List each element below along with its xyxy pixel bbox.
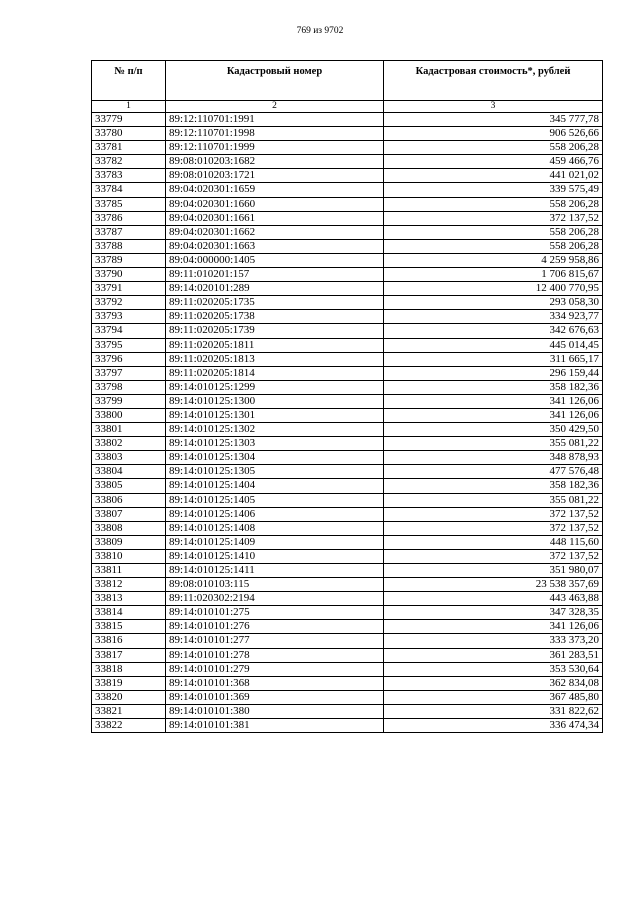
cadastral-number-cell: 89:08:010203:1721 (166, 169, 384, 183)
row-number-cell: 33805 (92, 479, 166, 493)
cadastral-value-cell: 558 206,28 (384, 225, 603, 239)
table-row (92, 578, 603, 592)
cadastral-value-cell: 372 137,52 (384, 549, 603, 563)
table-row (92, 423, 603, 437)
table-row (92, 197, 603, 211)
cadastral-number-cell: 89:14:010125:1411 (166, 564, 384, 578)
table-row (92, 507, 603, 521)
cadastral-number-cell: 89:14:010125:1302 (166, 423, 384, 437)
row-number-cell: 33812 (92, 578, 166, 592)
table-row (92, 113, 603, 127)
table-row (92, 296, 603, 310)
table-row (92, 493, 603, 507)
table-row (92, 662, 603, 676)
table-row (92, 268, 603, 282)
row-number-cell: 33780 (92, 127, 166, 141)
cadastral-number-cell: 89:14:010101:277 (166, 634, 384, 648)
cadastral-number-cell: 89:11:020205:1738 (166, 310, 384, 324)
table-row (92, 634, 603, 648)
table-row (92, 465, 603, 479)
row-number-cell: 33791 (92, 282, 166, 296)
cadastral-value-cell: 12 400 770,95 (384, 282, 603, 296)
cadastral-value-cell: 355 081,22 (384, 493, 603, 507)
row-number-cell: 33822 (92, 719, 166, 733)
cadastral-number-cell: 89:14:010125:1301 (166, 408, 384, 422)
cadastral-number-cell: 89:14:010125:1305 (166, 465, 384, 479)
row-number-cell: 33782 (92, 155, 166, 169)
cadastral-value-cell: 347 328,35 (384, 606, 603, 620)
cadastral-number-cell: 89:12:110701:1999 (166, 141, 384, 155)
row-number-cell: 33821 (92, 704, 166, 718)
table-row (92, 380, 603, 394)
cadastral-value-cell: 358 182,36 (384, 479, 603, 493)
row-number-cell: 33809 (92, 535, 166, 549)
row-number-cell: 33799 (92, 394, 166, 408)
cadastral-value-cell: 341 126,06 (384, 394, 603, 408)
row-number-cell: 33810 (92, 549, 166, 563)
table-row (92, 606, 603, 620)
cadastral-number-cell: 89:11:020302:2194 (166, 592, 384, 606)
header-row-number: № п/п (92, 61, 166, 101)
table-row (92, 648, 603, 662)
row-number-cell: 33792 (92, 296, 166, 310)
cadastral-number-cell: 89:11:020205:1739 (166, 324, 384, 338)
cadastral-value-cell: 296 159,44 (384, 366, 603, 380)
table-row (92, 282, 603, 296)
cadastral-number-cell: 89:04:020301:1663 (166, 239, 384, 253)
cadastral-value-cell: 361 283,51 (384, 648, 603, 662)
cadastral-value-cell: 367 485,80 (384, 690, 603, 704)
table-row (92, 408, 603, 422)
column-number: 2 (166, 101, 384, 113)
cadastral-number-cell: 89:14:010101:368 (166, 676, 384, 690)
row-number-cell: 33796 (92, 352, 166, 366)
table-row (92, 310, 603, 324)
table-row (92, 549, 603, 563)
header-cadastral-number: Кадастровый номер (166, 61, 384, 101)
cadastral-number-cell: 89:14:010125:1408 (166, 521, 384, 535)
table-row (92, 592, 603, 606)
table-row (92, 352, 603, 366)
row-number-cell: 33807 (92, 507, 166, 521)
page-counter: 769 из 9702 (296, 26, 344, 36)
cadastral-value-cell: 906 526,66 (384, 127, 603, 141)
cadastral-number-cell: 89:04:020301:1660 (166, 197, 384, 211)
row-number-cell: 33808 (92, 521, 166, 535)
row-number-cell: 33818 (92, 662, 166, 676)
table-row (92, 127, 603, 141)
cadastral-value-table (91, 60, 603, 733)
table-row (92, 451, 603, 465)
cadastral-value-cell: 341 126,06 (384, 408, 603, 422)
cadastral-value-cell: 311 665,17 (384, 352, 603, 366)
table-row (92, 324, 603, 338)
cadastral-number-cell: 89:04:000000:1405 (166, 253, 384, 267)
table-row (92, 704, 603, 718)
cadastral-number-cell: 89:04:020301:1661 (166, 211, 384, 225)
cadastral-value-cell: 459 466,76 (384, 155, 603, 169)
cadastral-value-cell: 1 706 815,67 (384, 268, 603, 282)
cadastral-number-cell: 89:11:010201:157 (166, 268, 384, 282)
cadastral-number-cell: 89:12:110701:1998 (166, 127, 384, 141)
table-row (92, 535, 603, 549)
row-number-cell: 33786 (92, 211, 166, 225)
row-number-cell: 33813 (92, 592, 166, 606)
row-number-cell: 33798 (92, 380, 166, 394)
table-row (92, 253, 603, 267)
row-number-cell: 33814 (92, 606, 166, 620)
cadastral-number-cell: 89:14:010125:1405 (166, 493, 384, 507)
table-row (92, 183, 603, 197)
cadastral-number-cell: 89:14:010101:381 (166, 719, 384, 733)
cadastral-number-cell: 89:14:010125:1300 (166, 394, 384, 408)
cadastral-number-cell: 89:11:020205:1813 (166, 352, 384, 366)
table-row (92, 479, 603, 493)
cadastral-value-cell: 350 429,50 (384, 423, 603, 437)
cadastral-value-cell: 372 137,52 (384, 507, 603, 521)
row-number-cell: 33819 (92, 676, 166, 690)
table-row (92, 521, 603, 535)
cadastral-value-cell: 4 259 958,86 (384, 253, 603, 267)
cadastral-number-cell: 89:04:020301:1659 (166, 183, 384, 197)
table-row (92, 564, 603, 578)
cadastral-value-cell: 341 126,06 (384, 620, 603, 634)
cadastral-number-cell: 89:14:010125:1303 (166, 437, 384, 451)
row-number-cell: 33811 (92, 564, 166, 578)
cadastral-value-cell: 558 206,28 (384, 141, 603, 155)
cadastral-number-cell: 89:14:010101:275 (166, 606, 384, 620)
row-number-cell: 33784 (92, 183, 166, 197)
row-number-cell: 33806 (92, 493, 166, 507)
cadastral-value-cell: 293 058,30 (384, 296, 603, 310)
row-number-cell: 33783 (92, 169, 166, 183)
cadastral-value-cell: 351 980,07 (384, 564, 603, 578)
cadastral-value-cell: 336 474,34 (384, 719, 603, 733)
cadastral-number-cell: 89:14:010125:1406 (166, 507, 384, 521)
cadastral-number-cell: 89:14:010125:1409 (166, 535, 384, 549)
cadastral-value-cell: 348 878,93 (384, 451, 603, 465)
cadastral-number-cell: 89:14:010101:276 (166, 620, 384, 634)
header-cadastral-value: Кадастровая стоимость*, рублей (384, 61, 603, 101)
cadastral-number-cell: 89:04:020301:1662 (166, 225, 384, 239)
cadastral-value-cell: 445 014,45 (384, 338, 603, 352)
table-body (92, 101, 603, 733)
row-number-cell: 33804 (92, 465, 166, 479)
cadastral-value-cell: 358 182,36 (384, 380, 603, 394)
cadastral-value-cell: 342 676,63 (384, 324, 603, 338)
cadastral-number-cell: 89:14:010101:278 (166, 648, 384, 662)
table-row (92, 169, 603, 183)
cadastral-number-cell: 89:14:010101:369 (166, 690, 384, 704)
cadastral-value-cell: 448 115,60 (384, 535, 603, 549)
table-row (92, 366, 603, 380)
cadastral-number-cell: 89:14:010125:1404 (166, 479, 384, 493)
cadastral-value-cell: 362 834,08 (384, 676, 603, 690)
cadastral-number-cell: 89:14:010101:279 (166, 662, 384, 676)
row-number-cell: 33817 (92, 648, 166, 662)
row-number-cell: 33794 (92, 324, 166, 338)
row-number-cell: 33790 (92, 268, 166, 282)
table-row (92, 338, 603, 352)
cadastral-number-cell: 89:12:110701:1991 (166, 113, 384, 127)
table-row (92, 690, 603, 704)
cadastral-value-cell: 353 530,64 (384, 662, 603, 676)
cadastral-number-cell: 89:14:010125:1299 (166, 380, 384, 394)
cadastral-value-cell: 333 373,20 (384, 634, 603, 648)
cadastral-value-cell: 331 822,62 (384, 704, 603, 718)
cadastral-value-cell: 443 463,88 (384, 592, 603, 606)
row-number-cell: 33815 (92, 620, 166, 634)
column-number: 1 (92, 101, 166, 113)
row-number-cell: 33795 (92, 338, 166, 352)
row-number-cell: 33787 (92, 225, 166, 239)
cadastral-number-cell: 89:11:020205:1735 (166, 296, 384, 310)
row-number-cell: 33793 (92, 310, 166, 324)
cadastral-number-cell: 89:11:020205:1814 (166, 366, 384, 380)
row-number-cell: 33803 (92, 451, 166, 465)
cadastral-number-cell: 89:14:020101:289 (166, 282, 384, 296)
table-row (92, 437, 603, 451)
cadastral-value-cell: 23 538 357,69 (384, 578, 603, 592)
cadastral-value-cell: 355 081,22 (384, 437, 603, 451)
cadastral-number-cell: 89:08:010203:1682 (166, 155, 384, 169)
cadastral-number-cell: 89:11:020205:1811 (166, 338, 384, 352)
row-number-cell: 33800 (92, 408, 166, 422)
cadastral-value-cell: 477 576,48 (384, 465, 603, 479)
row-number-cell: 33802 (92, 437, 166, 451)
cadastral-number-cell: 89:14:010125:1410 (166, 549, 384, 563)
cadastral-value-cell: 558 206,28 (384, 197, 603, 211)
row-number-cell: 33789 (92, 253, 166, 267)
table-row (92, 155, 603, 169)
row-number-cell: 33788 (92, 239, 166, 253)
table-row (92, 394, 603, 408)
table-row (92, 211, 603, 225)
cadastral-value-cell: 372 137,52 (384, 211, 603, 225)
row-number-cell: 33779 (92, 113, 166, 127)
cadastral-number-cell: 89:08:010103:115 (166, 578, 384, 592)
row-number-cell: 33820 (92, 690, 166, 704)
cadastral-value-cell: 334 923,77 (384, 310, 603, 324)
table-row (92, 676, 603, 690)
table-header (92, 61, 603, 101)
row-number-cell: 33801 (92, 423, 166, 437)
table-row (92, 225, 603, 239)
cadastral-value-cell: 441 021,02 (384, 169, 603, 183)
column-number-row (92, 101, 603, 113)
table-row (92, 620, 603, 634)
row-number-cell: 33816 (92, 634, 166, 648)
column-number: 3 (384, 101, 603, 113)
table-row (92, 239, 603, 253)
table-row (92, 141, 603, 155)
row-number-cell: 33781 (92, 141, 166, 155)
row-number-cell: 33785 (92, 197, 166, 211)
row-number-cell: 33797 (92, 366, 166, 380)
cadastral-number-cell: 89:14:010101:380 (166, 704, 384, 718)
cadastral-value-cell: 345 777,78 (384, 113, 603, 127)
cadastral-number-cell: 89:14:010125:1304 (166, 451, 384, 465)
cadastral-value-cell: 558 206,28 (384, 239, 603, 253)
cadastral-value-cell: 372 137,52 (384, 521, 603, 535)
cadastral-value-cell: 339 575,49 (384, 183, 603, 197)
table-row (92, 719, 603, 733)
